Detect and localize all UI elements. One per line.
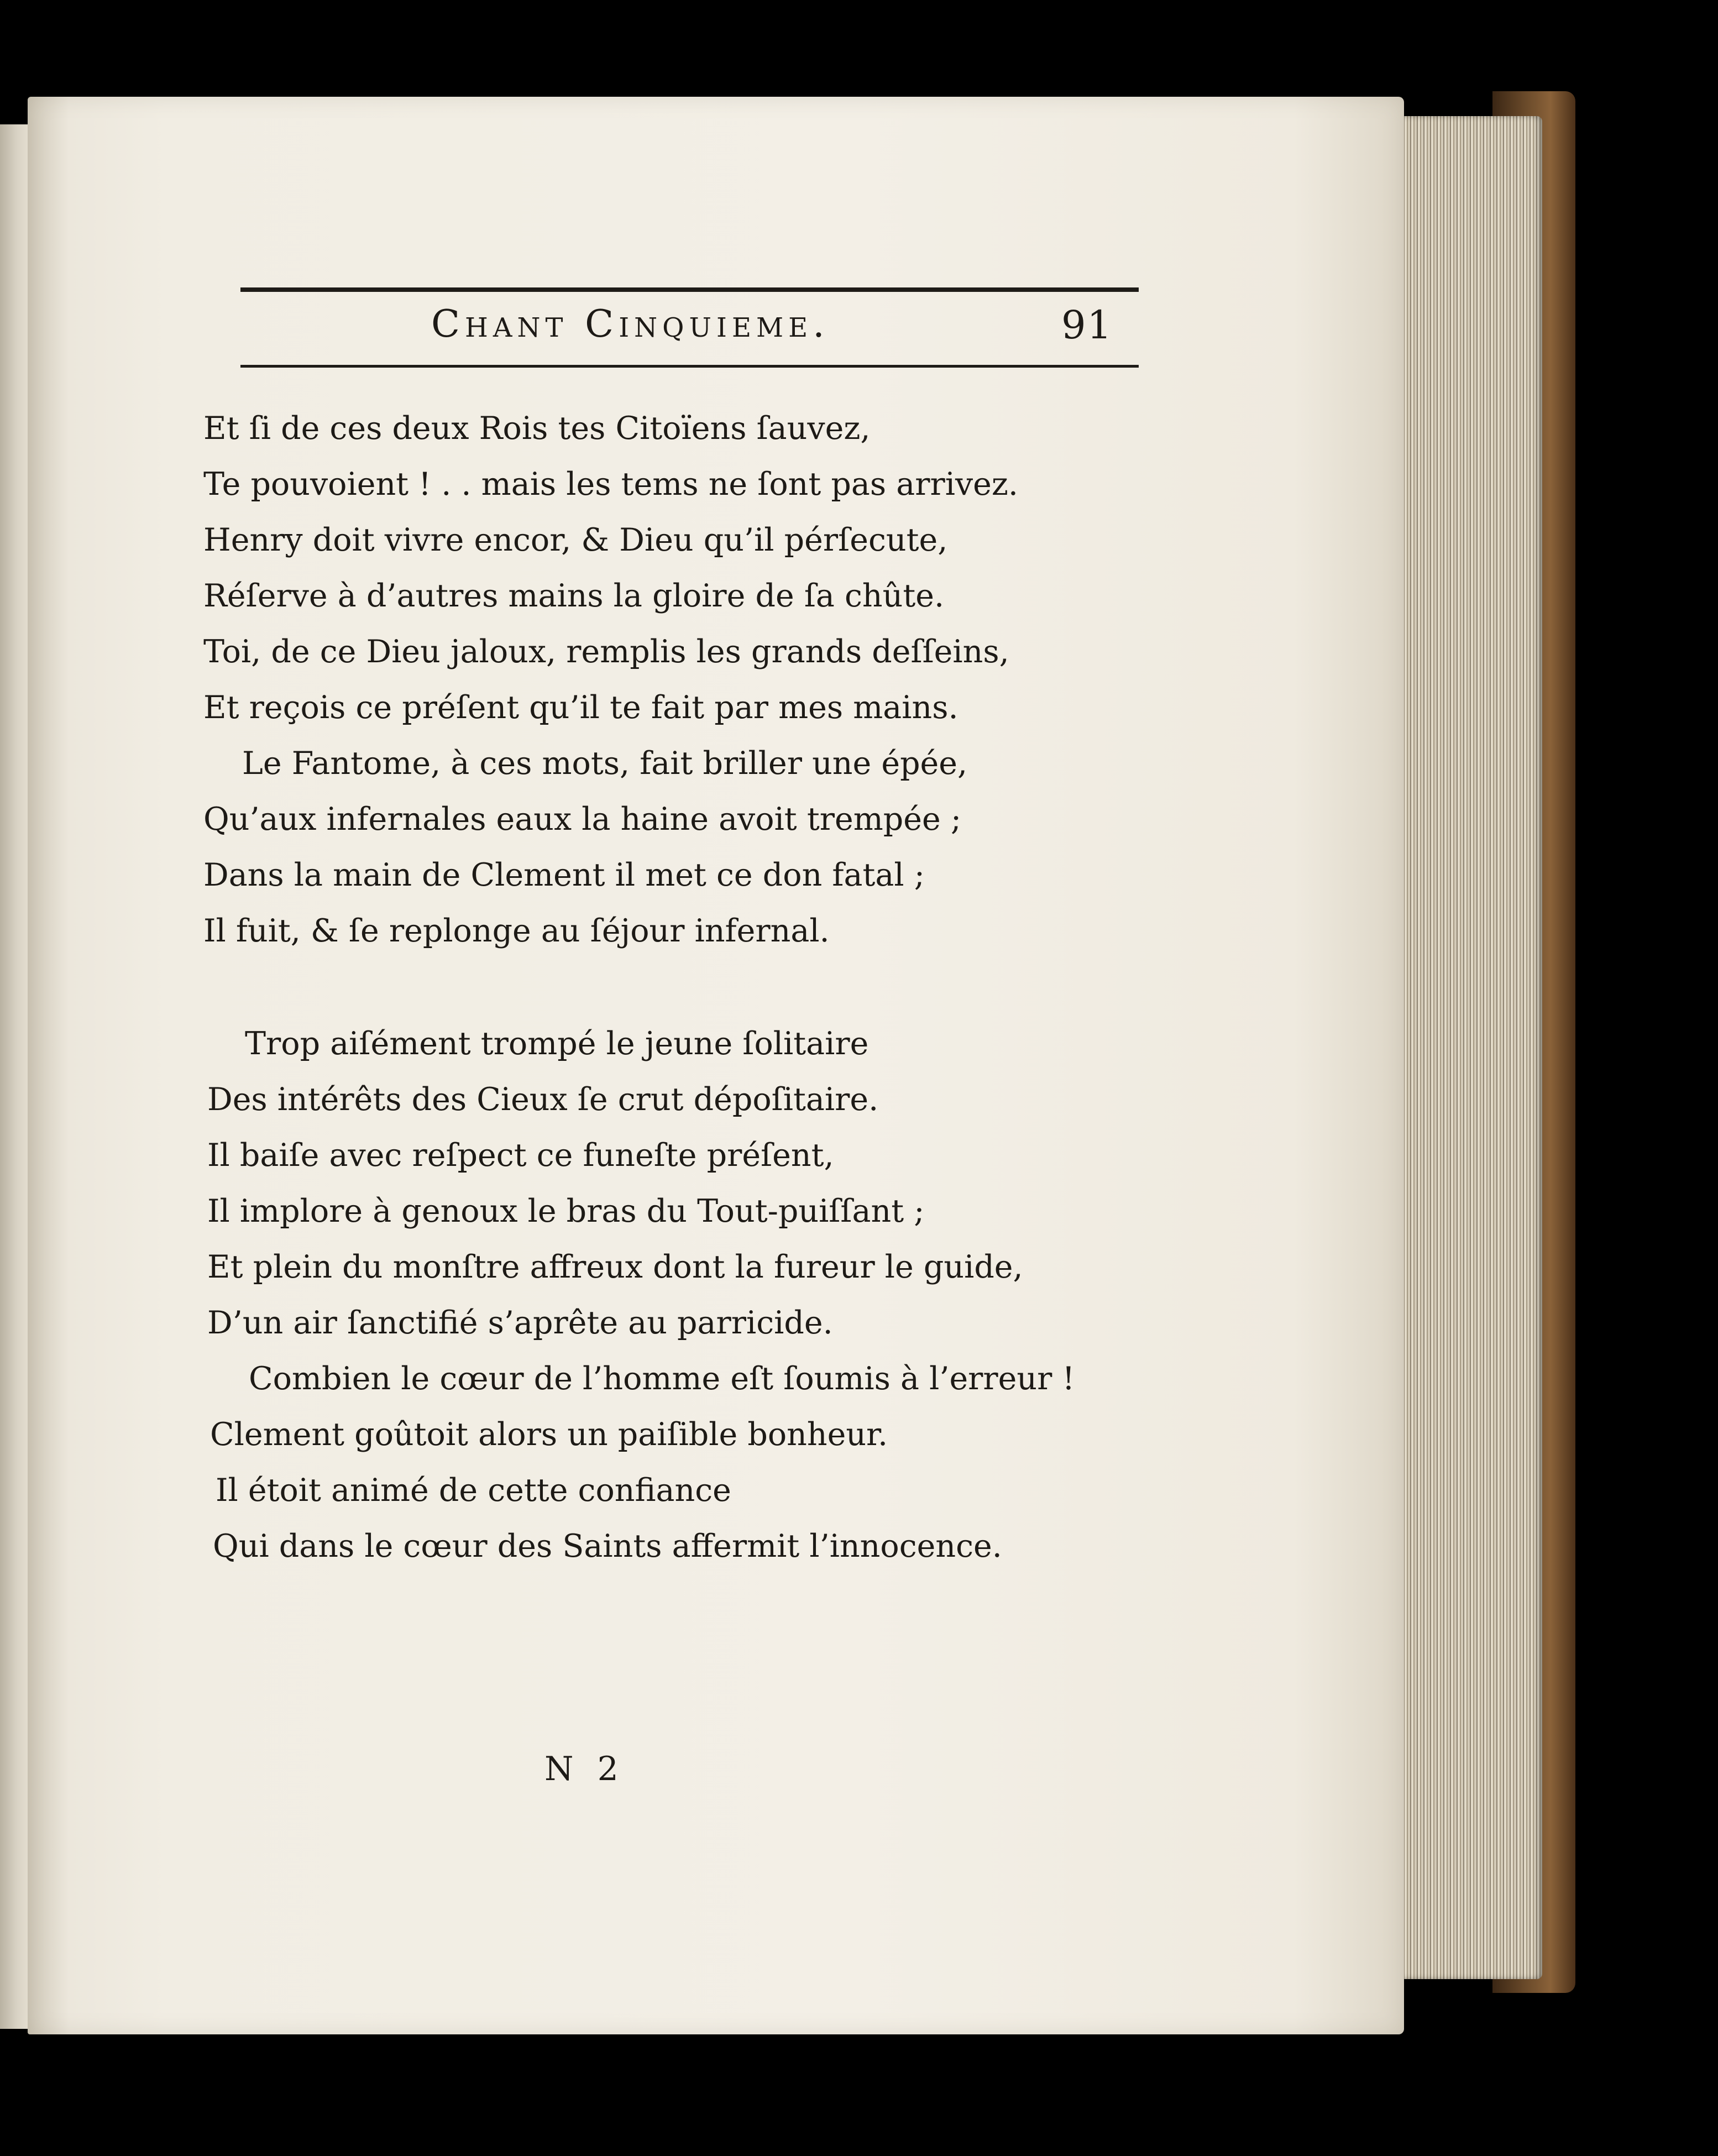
verse-line: Qu’aux infernales eaux la haine avoit trempée ; xyxy=(203,801,962,838)
verse-line: Clement goûtoit alors un paiſible bonheur. xyxy=(210,1416,888,1453)
verse-line: Il implore à genoux le bras du Tout-puiſſant ; xyxy=(207,1193,925,1229)
verse-line: Toi, de ce Dieu jaloux, remplis les grands deſſeins, xyxy=(203,634,1009,670)
verse-line: Trop aiſément trompé le jeune ſolitaire xyxy=(245,1025,869,1062)
page-number: 91 xyxy=(1061,302,1113,348)
verse-line: Il étoit animé de cette confiance xyxy=(216,1472,731,1509)
header-rule-bottom xyxy=(240,365,1139,368)
verse-line: Réſerve à d’autres mains la gloire de ſa chûte. xyxy=(203,578,945,614)
verse-line: Combien le cœur de l’homme eſt ſoumis à l’erreur ! xyxy=(249,1360,1075,1397)
verse-line: D’un air ſanctifié s’aprête au parricide. xyxy=(207,1305,833,1341)
verse-line: Dans la main de Clement il met ce don fatal ; xyxy=(203,857,925,893)
page-stack-edges xyxy=(1401,116,1542,1979)
verse-line: Et plein du monſtre affreux dont la fureur le guide, xyxy=(207,1249,1023,1285)
verse-line: Des intérêts des Cieux ſe crut dépoſitaire. xyxy=(207,1081,879,1118)
verse-line: Le Fantome, à ces mots, fait briller une épée, xyxy=(242,745,968,782)
verse-line: Il baiſe avec reſpect ce funeſte préſent, xyxy=(207,1137,834,1174)
book-page xyxy=(28,97,1404,2034)
verse-line: Et ſi de ces deux Rois tes Citoïens ſauvez, xyxy=(203,410,871,447)
running-title: Chant Cinquieme. xyxy=(431,302,830,346)
verse-line: Et reçois ce préſent qu’il te fait par mes mains. xyxy=(203,689,958,726)
verse-line: Il fuit, & ſe replonge au ſéjour infernal. xyxy=(203,913,830,949)
header-rule-top xyxy=(240,287,1139,292)
verse-line: Henry doit vivre encor, & Dieu qu’il pérſecute, xyxy=(203,522,948,558)
verse-line: Qui dans le cœur des Saints affermit l’innocence. xyxy=(213,1528,1002,1564)
verse-line: Te pouvoient ! . . mais les tems ne ſont pas arrivez. xyxy=(203,466,1019,503)
signature-mark: N 2 xyxy=(544,1750,625,1788)
